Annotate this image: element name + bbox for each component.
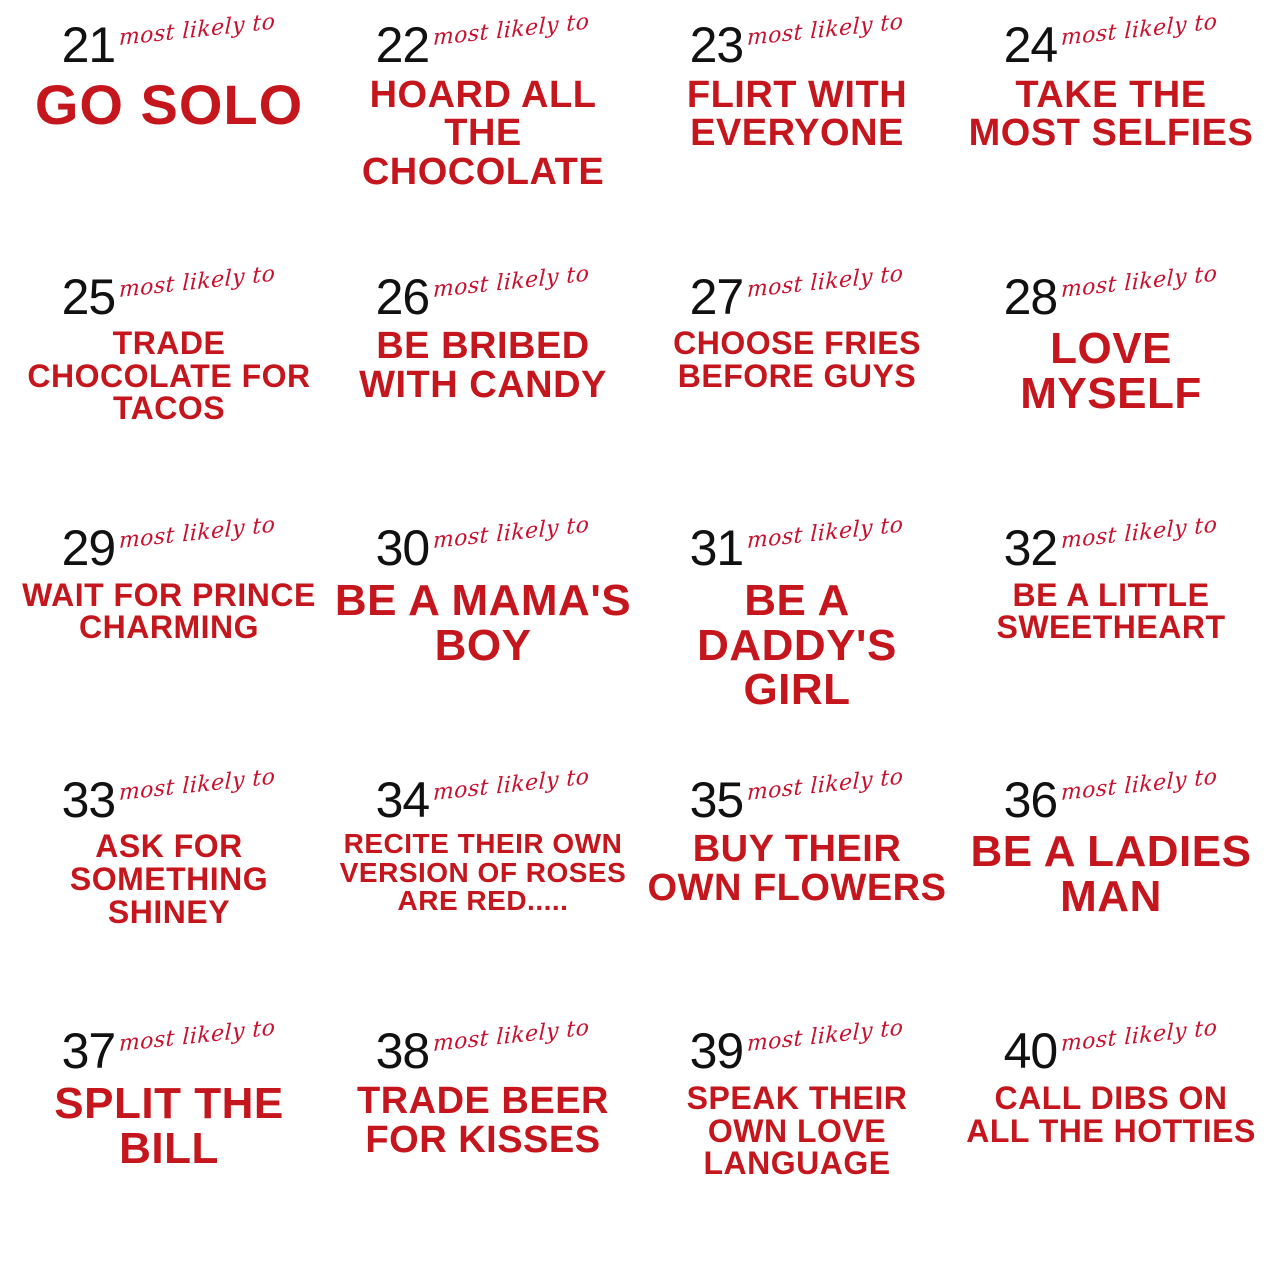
card-32	[956, 512, 1266, 771]
card-header	[328, 1015, 638, 1080]
card-script-label: most likely to	[118, 1015, 277, 1058]
card-phrase: ASK FOR SOMETHING SHINEY	[69, 828, 269, 930]
card-script-label: most likely to	[432, 9, 591, 52]
card-phrase: BE A MAMA'S BOY	[334, 575, 632, 670]
card-phrase: BE A LADIES MAN	[970, 827, 1252, 922]
card-number: 28	[1003, 268, 1058, 325]
card-number: 36	[1003, 771, 1058, 828]
card-script-label: most likely to	[432, 512, 591, 555]
card-number: 30	[375, 520, 430, 577]
card-number: 27	[689, 268, 744, 325]
card-21	[14, 9, 324, 268]
card-header	[642, 1015, 952, 1080]
card-script-label: most likely to	[118, 512, 277, 555]
card-script-label: most likely to	[1060, 764, 1219, 806]
card-phrase: TRADE CHOCOLATE FOR TACOS	[27, 325, 311, 427]
card-header	[328, 512, 638, 577]
card-36	[956, 764, 1266, 1023]
card-number: 32	[1003, 520, 1058, 577]
card-number: 40	[1003, 1023, 1058, 1080]
card-28	[956, 261, 1266, 520]
card-29	[14, 512, 324, 771]
card-37	[14, 1015, 324, 1274]
card-33	[14, 764, 324, 1023]
card-number: 29	[61, 520, 116, 577]
card-header	[956, 1015, 1266, 1080]
card-script-label: most likely to	[746, 512, 905, 555]
card-phrase: BE A LITTLE SWEETHEART	[996, 576, 1226, 646]
card-number: 33	[61, 771, 116, 828]
card-header	[14, 512, 324, 577]
card-number: 21	[61, 17, 116, 73]
card-phrase: HOARD ALL THE CHOCOLATE	[361, 73, 605, 193]
card-header	[956, 512, 1266, 577]
card-script-label: most likely to	[432, 1015, 591, 1058]
card-script-label: most likely to	[432, 261, 591, 303]
card-31	[642, 512, 952, 771]
card-phrase: GO SOLO	[34, 72, 304, 136]
card-24	[956, 9, 1266, 268]
card-header	[956, 764, 1266, 828]
card-header	[642, 764, 952, 828]
card-header	[642, 512, 952, 577]
card-script-label: most likely to	[118, 261, 277, 303]
card-phrase: TRADE BEER FOR KISSES	[356, 1079, 610, 1161]
card-script-label: most likely to	[746, 764, 905, 806]
card-number: 26	[375, 268, 430, 325]
card-header	[642, 261, 952, 325]
card-phrase: CALL DIBS ON ALL THE HOTTIES	[966, 1079, 1256, 1149]
card-number: 35	[689, 771, 744, 828]
card-header	[14, 261, 324, 325]
card-40	[956, 1015, 1266, 1274]
card-phrase: FLIRT WITH EVERYONE	[686, 73, 908, 155]
card-phrase: WAIT FOR PRINCE CHARMING	[22, 576, 316, 646]
card-header	[14, 764, 324, 828]
card-script-label: most likely to	[118, 764, 277, 806]
card-number: 37	[61, 1023, 116, 1080]
card-header	[328, 261, 638, 325]
card-phrase: LOVE MYSELF	[1020, 324, 1202, 418]
card-phrase: BE BRIBED WITH CANDY	[359, 325, 607, 406]
card-header	[642, 9, 952, 73]
card-header	[14, 1015, 324, 1080]
card-number: 38	[375, 1023, 430, 1080]
card-header	[956, 9, 1266, 73]
card-30	[328, 512, 638, 771]
card-script-label: most likely to	[432, 764, 591, 806]
card-script-label: most likely to	[1060, 261, 1219, 303]
card-number: 39	[689, 1023, 744, 1080]
card-script-label: most likely to	[1060, 512, 1219, 555]
card-header	[328, 9, 638, 73]
card-phrase: CHOOSE FRIES BEFORE GUYS	[673, 325, 921, 394]
card-script-label: most likely to	[1060, 9, 1219, 52]
card-22	[328, 9, 638, 268]
card-phrase: BUY THEIR OWN FLOWERS	[647, 828, 947, 910]
card-number: 22	[375, 17, 430, 73]
card-script-label: most likely to	[746, 261, 905, 303]
card-phrase: TAKE THE MOST SELFIES	[968, 73, 1254, 155]
card-number: 23	[689, 17, 744, 73]
card-number: 25	[61, 268, 116, 325]
card-phrase: SPEAK THEIR OWN LOVE LANGUAGE	[686, 1079, 908, 1182]
card-38	[328, 1015, 638, 1274]
card-34	[328, 764, 638, 1023]
card-header	[956, 261, 1266, 325]
card-number: 34	[375, 771, 430, 828]
card-35	[642, 764, 952, 1023]
card-script-label: most likely to	[746, 1015, 905, 1058]
card-script-label: most likely to	[746, 9, 905, 52]
card-number: 31	[689, 520, 744, 577]
card-26	[328, 261, 638, 520]
card-phrase: RECITE THEIR OWN VERSION OF ROSES ARE RED.....	[339, 828, 627, 917]
card-script-label: most likely to	[1060, 1015, 1219, 1058]
card-number: 24	[1003, 17, 1058, 73]
card-27	[642, 261, 952, 520]
card-phrase: BE A DADDY'S GIRL	[697, 575, 897, 715]
card-phrase: SPLIT THE BILL	[54, 1078, 284, 1173]
card-39	[642, 1015, 952, 1274]
card-23	[642, 9, 952, 268]
card-header	[14, 9, 324, 73]
card-header	[328, 764, 638, 828]
card-25	[14, 261, 324, 520]
card-script-label: most likely to	[118, 9, 277, 52]
